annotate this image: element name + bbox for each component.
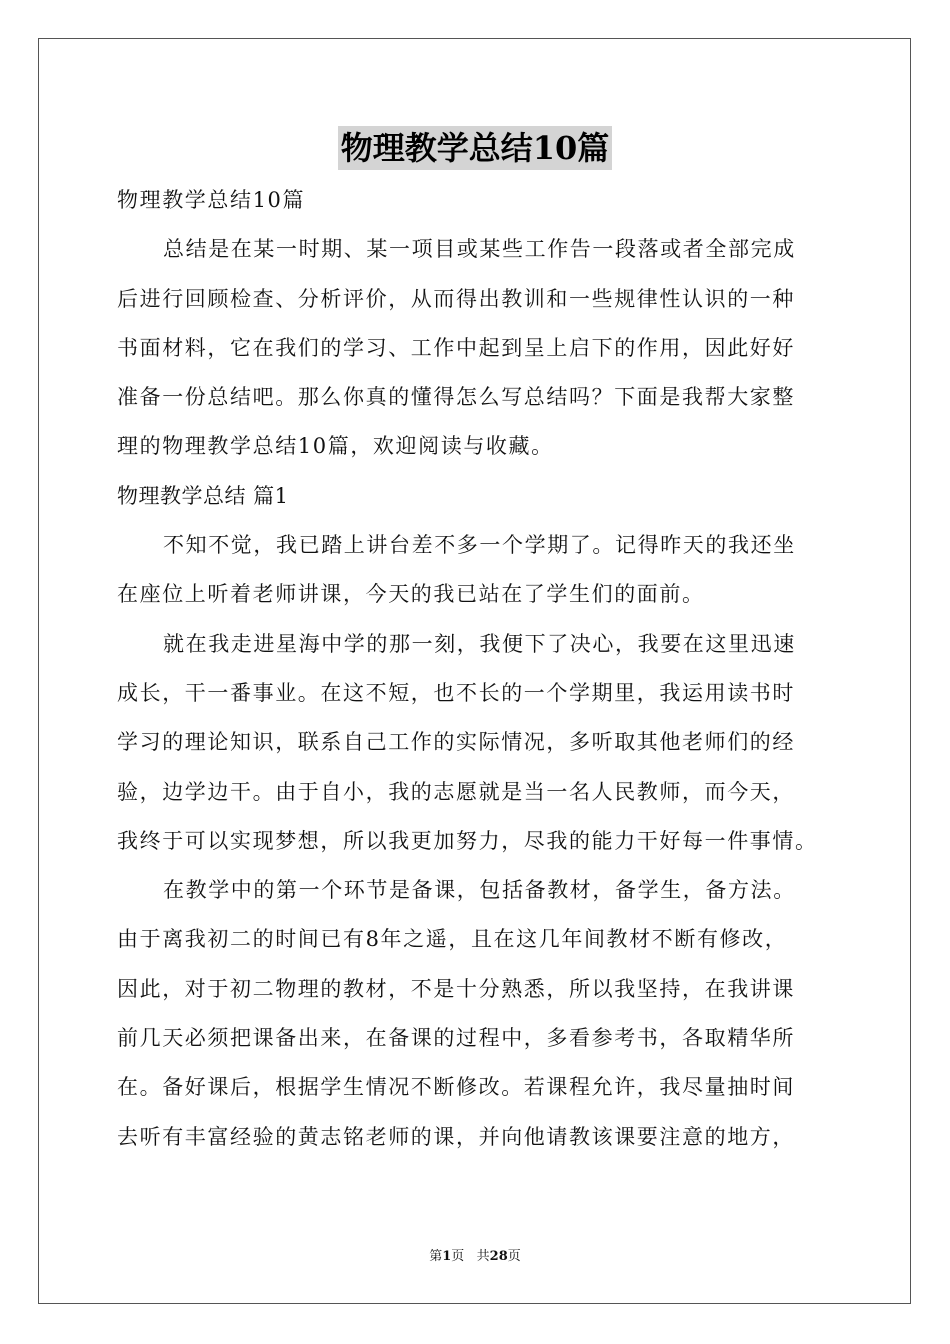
- intro-paragraph: [117, 225, 837, 471]
- paragraph-line: 不知不觉，我已踏上讲台差不多一个学期了。记得昨天的我还坐: [163, 533, 796, 558]
- paragraph-line: 在教学中的第一个环节是备课，包括备教材，备学生，备方法。: [163, 878, 796, 903]
- footer-suffix: 页: [507, 1249, 521, 1264]
- subtitle: 物理教学总结10篇: [117, 188, 306, 212]
- paragraph-line: 就在我走进星海中学的那一刻，我便下了决心，我要在这里迅速: [163, 631, 796, 656]
- paragraph-line: 我终于可以实现梦想，所以我更加努力，尽我的能力干好每一件事情。: [117, 828, 818, 853]
- paragraph-line: 理的物理教学总结10篇，欢迎阅读与收藏。: [117, 434, 554, 459]
- paragraph-1: [117, 521, 837, 620]
- paragraph-line: 学习的理论知识，联系自己工作的实际情况，多听取其他老师们的经: [117, 730, 795, 755]
- footer-mid: 页 共: [451, 1249, 490, 1264]
- paragraph-line: 去听有丰富经验的黄志铭老师的课，并向他请教该课要注意的地方，: [117, 1124, 795, 1149]
- document-title: 物理教学总结10篇: [338, 126, 613, 170]
- paragraph-line: 在座位上听着老师讲课，今天的我已站在了学生们的面前。: [117, 582, 705, 607]
- section-heading: 物理教学总结 篇1: [117, 483, 289, 508]
- document-body: [117, 176, 837, 1162]
- paragraph-line: 准备一份总结吧。那么你真的懂得怎么写总结吗？下面是我帮大家整: [117, 385, 795, 410]
- paragraph-line: 前几天必须把课备出来，在备课的过程中，多看参考书，各取精华所: [117, 1026, 795, 1051]
- paragraph-line: 后进行回顾检查、分析评价，从而得出教训和一些规律性认识的一种: [117, 286, 795, 311]
- paragraph-2: [117, 620, 837, 866]
- paragraph-line: 成长，干一番事业。在这不短，也不长的一个学期里，我运用读书时: [117, 680, 795, 705]
- paragraph-line: 因此，对于初二物理的教材，不是十分熟悉，所以我坚持，在我讲课: [117, 976, 795, 1001]
- page-footer: [0, 1245, 950, 1264]
- paragraph-line: 书面材料，它在我们的学习、工作中起到呈上启下的作用，因此好好: [117, 335, 795, 360]
- paragraph-line: 由于离我初二的时间已有8年之遥，且在这几年间教材不断有修改，: [117, 927, 788, 952]
- paragraph-3: [117, 866, 837, 1162]
- paragraph-line: 总结是在某一时期、某一项目或某些工作告一段落或者全部完成: [163, 237, 796, 262]
- footer-prefix: 第: [429, 1249, 443, 1264]
- footer-total-pages: 28: [489, 1249, 508, 1264]
- footer-page-number: 1: [442, 1249, 452, 1264]
- title-container: [0, 126, 950, 170]
- paragraph-line: 验，边学边干。由于自小，我的志愿就是当一名人民教师，而今天，: [117, 779, 795, 804]
- paragraph-line: 在。备好课后，根据学生情况不断修改。若课程允许，我尽量抽时间: [117, 1075, 795, 1100]
